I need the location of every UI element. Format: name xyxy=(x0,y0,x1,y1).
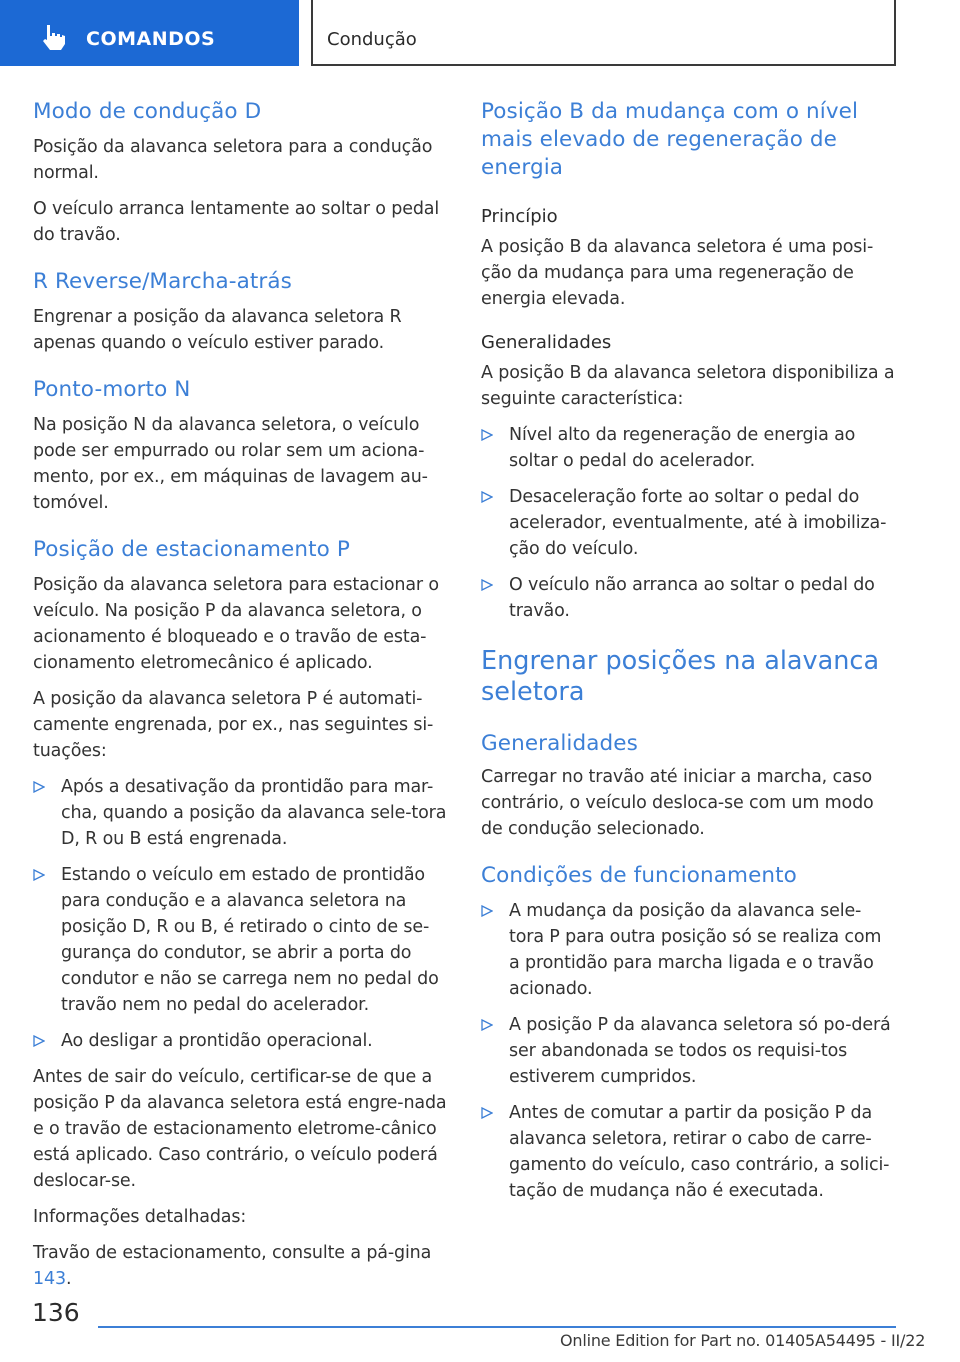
park-paragraph-3: Antes de sair do veículo, certificar-se de que a posição P da alavanca seletora está engre-nada e o travão de estacionamento eletrome-cânico está aplicado. Caso contrário, o veículo poderá deslocar-se. xyxy=(33,1067,447,1191)
page-number: 136 xyxy=(32,1298,80,1327)
drive-paragraph-1: Posição da alavanca seletora para a condução normal. xyxy=(33,137,433,183)
general-subheading: Generalidades xyxy=(481,332,612,353)
engage-general-heading: Generalidades xyxy=(481,731,638,756)
conditions-heading: Condições de funcionamento xyxy=(481,863,797,888)
drive-paragraph-2: O veículo arranca lentamente ao soltar o pedal do travão. xyxy=(33,199,440,245)
list-item xyxy=(33,1028,448,1054)
triangle-bullet-icon xyxy=(481,905,493,917)
park-bullet-list xyxy=(33,774,448,1054)
reverse-paragraph-1: Engrenar a posição da alavanca seletora R apenas quando o veículo estiver parado. xyxy=(33,307,402,353)
section-box xyxy=(311,0,896,66)
section-label: Condução xyxy=(327,29,417,50)
b-bullet-list xyxy=(481,422,896,624)
page-header xyxy=(0,0,960,66)
right-column xyxy=(481,98,896,1214)
list-item-text: Desaceleração forte ao soltar o pedal do acelerador, eventualmente, até à imobiliza-ção do veículo. xyxy=(509,487,887,559)
list-item-text: A posição P da alavanca seletora só po-derá ser abandonada se todos os requisi-tos estiverem cumpridos. xyxy=(509,1015,891,1087)
triangle-bullet-icon xyxy=(33,781,45,793)
principle-paragraph-1: A posição B da alavanca seletora é uma posi-ção da mudança para uma regeneração de energia elevada. xyxy=(481,237,874,309)
triangle-bullet-icon xyxy=(33,1035,45,1047)
list-item xyxy=(481,422,896,474)
principle-subheading: Princípio xyxy=(481,206,558,227)
list-item-text: O veículo não arranca ao soltar o pedal do travão. xyxy=(509,575,875,621)
triangle-bullet-icon xyxy=(481,1107,493,1119)
list-item xyxy=(481,484,896,562)
list-item-text: Estando o veículo em estado de prontidão para condução e a alavanca seletora na posição D, R ou B, é retirado o cinto de se-gurança do condutor, se abrir a porta do condutor e não se carrega nem no pedal do travão nem no pedal do acelerador. xyxy=(61,865,439,1015)
edition-footer: Online Edition for Part no. 01405A54495 - II/22 xyxy=(560,1331,926,1350)
list-item-text: Ao desligar a prontidão operacional. xyxy=(61,1031,373,1051)
reverse-heading: R Reverse/Marcha-atrás xyxy=(33,269,292,294)
reference-end: . xyxy=(65,1269,72,1289)
neutral-paragraph-1: Na posição N da alavanca seletora, o veículo pode ser empurrado ou rolar sem um aciona-mento, por ex., em máquinas de lavagem au-tomóvel. xyxy=(33,415,428,513)
list-item xyxy=(481,572,896,624)
reference-text: Travão de estacionamento, consulte a pá-gina xyxy=(33,1243,432,1263)
list-item-text: A mudança da posição da alavanca sele-tora P para outra posição só se realiza com a prontidão para marcha ligada e o travão acionado. xyxy=(509,901,882,999)
page-reference-link[interactable]: 143 xyxy=(33,1269,66,1289)
list-item-text: Após a desativação da prontidão para mar-cha, quando a posição da alavanca sele-tora D, R ou B está engrenada. xyxy=(61,777,447,849)
park-heading: Posição de estacionamento P xyxy=(33,537,350,562)
park-paragraph-5 xyxy=(33,1240,448,1292)
list-item-text: Nível alto da regeneração de energia ao soltar o pedal do acelerador. xyxy=(509,425,856,471)
triangle-bullet-icon xyxy=(481,491,493,503)
park-paragraph-4: Informações detalhadas: xyxy=(33,1207,247,1227)
triangle-bullet-icon xyxy=(481,429,493,441)
triangle-bullet-icon xyxy=(33,869,45,881)
list-item-text: Antes de comutar a partir da posição P da alavanca seletora, retirar o cabo de carre-gamento do veículo, caso contrário, a solici-tação de mudança não é executada. xyxy=(509,1103,890,1201)
drive-heading: Modo de condução D xyxy=(33,99,262,124)
conditions-bullet-list xyxy=(481,898,896,1204)
footer-divider xyxy=(98,1326,896,1328)
triangle-bullet-icon xyxy=(481,579,493,591)
chapter-tab[interactable] xyxy=(0,0,299,66)
general-paragraph-1: A posição B da alavanca seletora disponibiliza a seguinte característica: xyxy=(481,363,895,409)
list-item xyxy=(481,898,896,1002)
neutral-heading: Ponto-morto N xyxy=(33,377,191,402)
park-paragraph-2: A posição da alavanca seletora P é automati-camente engrenada, por ex., nas seguintes si-tuações: xyxy=(33,689,434,761)
hand-pointer-icon xyxy=(38,22,68,52)
list-item xyxy=(481,1100,896,1204)
b-position-heading: Posição B da mudança com o nível mais elevado de regeneração de energia xyxy=(481,99,859,180)
engage-general-paragraph-1: Carregar no travão até iniciar a marcha, caso contrário, o veículo desloca-se com um modo de condução selecionado. xyxy=(481,767,874,839)
list-item xyxy=(33,862,448,1018)
engage-heading: Engrenar posições na alavanca seletora xyxy=(481,646,880,707)
park-paragraph-1: Posição da alavanca seletora para estacionar o veículo. Na posição P da alavanca seletora, o acionamento é bloqueado e o travão de esta-cionamento eletromecânico é aplicado. xyxy=(33,575,439,673)
chapter-label: COMANDOS xyxy=(86,28,216,50)
list-item xyxy=(33,774,448,852)
triangle-bullet-icon xyxy=(481,1019,493,1031)
list-item xyxy=(481,1012,896,1090)
left-column xyxy=(33,98,448,1302)
